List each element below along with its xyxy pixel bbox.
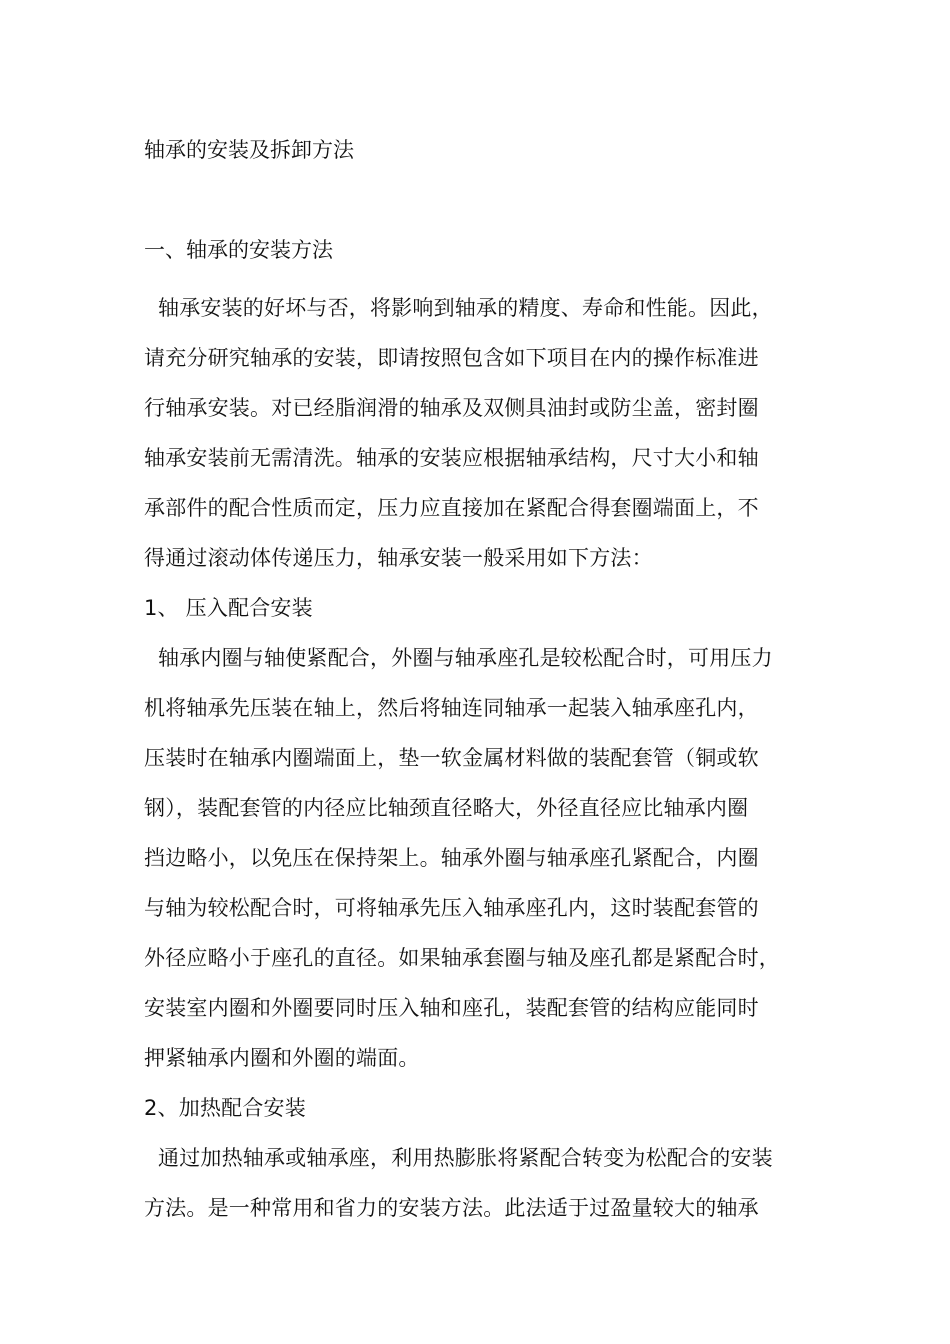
subsection-heading-heat-fit: 2、加热配合安装	[144, 1096, 306, 1120]
paragraph-line: 得通过滚动体传递压力，轴承安装一般采用如下方法：	[144, 546, 653, 570]
intro-paragraph	[144, 283, 816, 583]
paragraph-line: 轴承安装前无需清洗。轴承的安装应根据轴承结构，尺寸大小和轴	[144, 446, 759, 470]
paragraph-line: 承部件的配合性质而定，压力应直接加在紧配合得套圈端面上，不	[144, 496, 759, 520]
document-body	[144, 133, 816, 1233]
item1-heading-block	[144, 583, 816, 633]
item1-paragraph	[144, 633, 816, 1083]
section-heading-installation: 一、轴承的安装方法	[144, 238, 333, 262]
item2-paragraph	[144, 1133, 816, 1233]
subsection-heading-press-fit: 1、 压入配合安装	[144, 596, 313, 620]
paragraph-line: 方法。是一种常用和省力的安装方法。此法适于过盈量较大的轴承	[144, 1196, 759, 1220]
paragraph-line: 压装时在轴承内圈端面上，垫一软金属材料做的装配套管（铜或软	[144, 746, 759, 770]
paragraph-line: 轴承安装的好坏与否，将影响到轴承的精度、寿命和性能。因此，	[158, 296, 773, 320]
paragraph-line: 外径应略小于座孔的直径。如果轴承套圈与轴及座孔都是紧配合时，	[144, 946, 780, 970]
paragraph-line: 行轴承安装。对已经脂润滑的轴承及双侧具油封或防尘盖，密封圈	[144, 396, 759, 420]
paragraph-line: 请充分研究轴承的安装，即请按照包含如下项目在内的操作标准进	[144, 346, 759, 370]
paragraph-line: 机将轴承先压装在轴上，然后将轴连同轴承一起装入轴承座孔内，	[144, 696, 759, 720]
item2-heading-block	[144, 1083, 816, 1133]
paragraph-line: 钢），装配套管的内径应比轴颈直径略大，外径直径应比轴承内圈	[144, 796, 749, 820]
paragraph-line: 挡边略小，以免压在保持架上。轴承外圈与轴承座孔紧配合，内圈	[144, 846, 759, 870]
paragraph-line: 押紧轴承内圈和外圈的端面。	[144, 1046, 420, 1070]
paragraph-line: 通过加热轴承或轴承座，利用热膨胀将紧配合转变为松配合的安装	[158, 1146, 773, 1170]
paragraph-line: 与轴为较松配合时，可将轴承先压入轴承座孔内，这时装配套管的	[144, 896, 759, 920]
title-spacer	[144, 167, 816, 233]
paragraph-line: 轴承内圈与轴使紧配合，外圈与轴承座孔是较松配合时，可用压力	[158, 646, 773, 670]
document-title: 轴承的安装及拆卸方法	[144, 138, 354, 162]
paragraph-line: 安装室内圈和外圈要同时压入轴和座孔，装配套管的结构应能同时	[144, 996, 759, 1020]
